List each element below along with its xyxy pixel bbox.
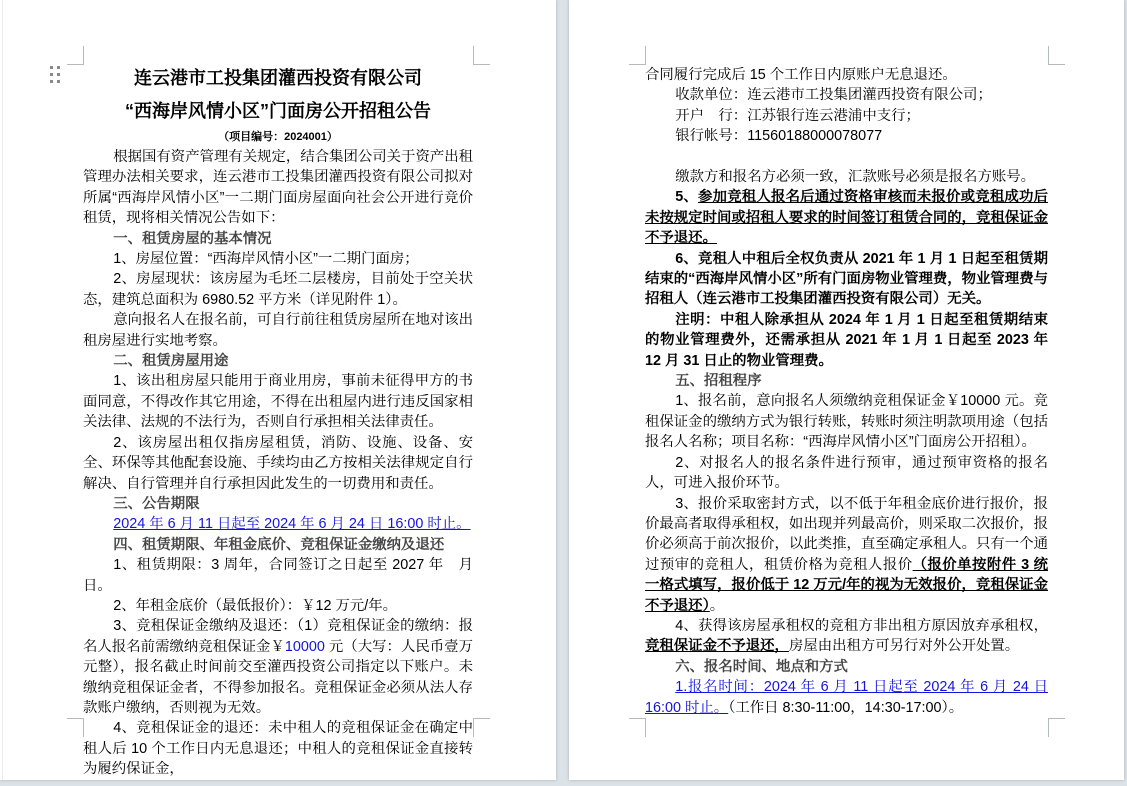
- text-run: 参加竞租人报名后通过资格审核而未报价或竞租成功后未按规定时间或招租人要求的时间签订租赁合同的，竞租保证金不予退还。: [645, 189, 1048, 247]
- section-heading: [645, 657, 1048, 677]
- text-run: 1、报名前，意向报名人须缴纳竞租保证金￥10000 元。竞租保证金的缴纳方式为银行转账，转账时须注明款项用途（包括报名人名称；项目名称：“西海岸风情小区”门面房公开招租）。: [645, 393, 1048, 451]
- paragraph: [83, 514, 473, 534]
- text-boundary-mark: [67, 46, 84, 65]
- page-1-text-area[interactable]: [83, 0, 488, 780]
- window-edge-line: [2, 0, 3, 780]
- text-run: 六、报名时间、地点和方式: [675, 658, 848, 675]
- text-run: 一、租赁房屋的基本情况: [113, 230, 272, 247]
- text-run: 四、租赁期限、年租金底价、竞租保证金缴纳及退还: [113, 536, 445, 553]
- doc-title: [83, 62, 473, 95]
- paragraph: [83, 555, 488, 596]
- paragraph: [645, 65, 1048, 85]
- text-run: 三、公告期限: [113, 495, 200, 512]
- text-run: 。: [709, 597, 725, 614]
- paragraph: [83, 310, 473, 351]
- section-heading: [83, 535, 473, 555]
- paragraph: [645, 391, 1048, 452]
- handle-dot: [57, 73, 60, 76]
- text-run: 意向报名人在报名前，可自行前往租赁房屋所在地对该出租房屋进行实地考察。: [83, 312, 474, 349]
- project-number: [83, 128, 473, 147]
- text-run: 6、竞租人中租后全权负责从 2021 年 1 月 1 日起至租赁期结束的“西海岸风情小区”所有门面房物业管理费，物业管理费与招租人（连云港市工投集团灌西投资有限公司）无关。: [645, 250, 1048, 308]
- paragraph: [645, 187, 1048, 248]
- text-run: 2、该房屋出租仅指房屋租赁，消防、设施、设备、安全、环保等其他配套设施、手续均由乙方按相关法律规定自行解决、自行管理并自行承担因此发生的一切费用和责任。: [83, 434, 473, 492]
- paragraph: [645, 106, 1048, 126]
- text-run: 银行帐号：11560188000078077: [675, 128, 883, 145]
- text-boundary-mark: [67, 718, 84, 737]
- text-run: 元（大写：人民币壹万元整），报名截止时间前交至灌西投资公司指定以下账户。未缴纳竞租保证金者，不得参加报名。竞租保证金必须从法人存款账户缴纳，否则视为无效。: [83, 638, 473, 716]
- text-run: 连云港市工投集团灌西投资有限公司: [134, 68, 422, 88]
- paragraph: [645, 85, 1048, 105]
- text-run: （报价单按附件 3 统一格式填写，报价低于 12 万元/年的视为无效报价，竞租保证金不予退还）: [645, 556, 1048, 614]
- handle-dot: [50, 73, 53, 76]
- text-run: 开户 行：江苏银行连云港浦中支行；: [675, 107, 920, 124]
- text-run: 1、该出租房屋只能用于商业用房，事前未征得甲方的书面同意，不得改作其它用途，不得在出租屋内进行违反国家相关法律、法规的不法行为，否则自行承担相关法律责任。: [83, 373, 473, 431]
- paragraph: [645, 310, 1048, 371]
- drag-handle-icon[interactable]: [50, 66, 60, 83]
- text-run: 4、竞租保证金的退还：未中租人的竞租保证金在确定中租人后 10 个工作日内无息退还；中租人的竞租保证金直接转为履约保证金，: [83, 720, 473, 778]
- text-run: 二、租赁房屋用途: [113, 353, 229, 370]
- text-run: 2024 年 6 月 11 日起至 2024 年 6 月 24 日 16:00 时止。: [113, 516, 471, 533]
- text-run: （工作日 8:30-11:00，14:30-17:00）。: [728, 699, 964, 716]
- handle-dot: [50, 66, 53, 69]
- text-run: 3、报价采取密封方式，以不低于年租金底价进行报价，报价最高者取得承租权，如出现并列最高价，则采取二次报价，报价必须高于前次报价，以此类推，直至确定承租人。只有一个通过预审的竞租人，租赁价格为竞租人报价: [645, 495, 1048, 573]
- text-run: 2、房屋现状：该房屋为毛坯二层楼房，目前处于空关状态，建筑总面积为 6980.52 平方米（详见附件 1）。: [83, 271, 473, 308]
- paragraph: [83, 616, 473, 718]
- paragraph: [83, 249, 473, 269]
- text-run: 五、招租程序: [675, 373, 762, 390]
- document-page-1: [0, 0, 556, 780]
- document-page-2: [569, 0, 1124, 780]
- blank-line: [645, 147, 1048, 167]
- section-heading: [83, 494, 473, 514]
- text-run: 10000: [284, 638, 325, 655]
- text-run: “西海岸风情小区”门面房公开招租公告: [125, 101, 431, 121]
- text-run: 根据国有资产管理有关规定，结合集团公司关于资产出租管理办法相关要求，连云港市工投集团灌西投资有限公司拟对所属“西海岸风情小区”一二期门面房屋面向社会公开进行竞价租赁，现将相关情况公告如下：: [83, 149, 474, 227]
- paragraph: [83, 718, 473, 779]
- text-run: 2、对报名人的报名条件进行预审，通过预审资格的报名人，可进入报价环节。: [645, 454, 1048, 492]
- paragraph: [645, 249, 1048, 310]
- paragraph: [645, 677, 1048, 718]
- text-run: 1、房屋位置：“西海岸风情小区”一二期门面房；: [113, 251, 419, 268]
- text-run: 竞租保证金不予退还，: [645, 638, 789, 655]
- page-2-text-area[interactable]: [645, 0, 1048, 718]
- text-boundary-mark: [629, 718, 646, 737]
- text-run: 缴款方和报名方必须一致，汇款账号必须是报名方账号。: [675, 169, 1036, 186]
- text-run: 2、年租金底价（最低报价）：￥12 万元/年。: [113, 597, 398, 614]
- paragraph: [645, 126, 1048, 146]
- section-heading: [645, 371, 1048, 391]
- paragraph: [645, 494, 1048, 616]
- doc-title: [83, 95, 473, 128]
- text-run: 4、获得该房屋承租权的竞租方非出租方原因放弃承租权，: [675, 617, 1048, 634]
- section-heading: [83, 229, 473, 249]
- text-boundary-mark: [473, 46, 490, 65]
- text-run: 房屋由出租方可另行对外公开处置。: [788, 638, 1020, 655]
- text-run: 收款单位：连云港市工投集团灌西投资有限公司；: [675, 87, 992, 104]
- paragraph: [645, 453, 1048, 494]
- paragraph: [645, 616, 1048, 657]
- text-run: 3、竞租保证金缴纳及退还：（1）竞租保证金的缴纳：报名人报名前需缴纳竞租保证金￥: [83, 618, 473, 655]
- text-boundary-mark: [1048, 46, 1065, 65]
- paragraph: [83, 596, 473, 616]
- paragraph: [83, 269, 473, 310]
- text-run: 5、: [675, 189, 699, 206]
- text-run: 1、租赁期限：3 周年，合同签订之日起至 2027 年 月 日。: [83, 557, 488, 594]
- text-run: （项目编号：2024001）: [218, 131, 338, 143]
- text-boundary-mark: [473, 718, 490, 737]
- handle-dot: [50, 80, 53, 83]
- text-run: 1.报名时间：2024 年 6 月 11 日起至 2024 年 6 月 24 日 16:00 时止。: [645, 679, 1048, 716]
- text-run: 合同履行完成后 15 个工作日内原账户无息退还。: [645, 67, 957, 83]
- paragraph: [83, 147, 473, 229]
- text-boundary-mark: [1048, 718, 1065, 737]
- handle-dot: [57, 66, 60, 69]
- section-heading: [83, 351, 473, 371]
- paragraph: [83, 371, 473, 432]
- handle-dot: [57, 80, 60, 83]
- text-boundary-mark: [629, 46, 646, 65]
- text-run: 注明：中租人除承担从 2024 年 1 月 1 日起至租赁期结束的物业管理费外，还需承担从 2021 年 1 月 1 日起至 2023 年 12 月 31 日止的物业管理费。: [645, 311, 1048, 369]
- paragraph: [83, 433, 473, 494]
- paragraph: [645, 167, 1048, 187]
